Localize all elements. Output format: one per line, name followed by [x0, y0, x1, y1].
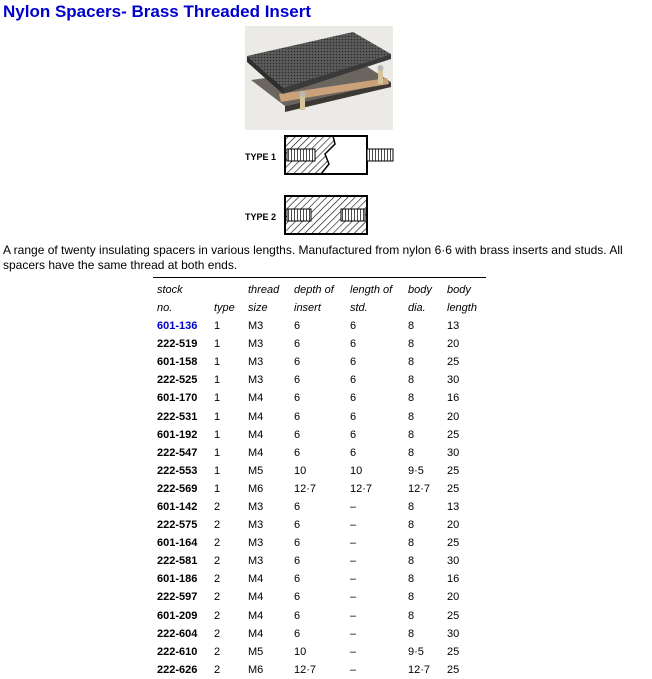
- stock-number-cell: 222-626: [157, 663, 198, 676]
- thread-cell: M3: [248, 519, 264, 532]
- page-title: Nylon Spacers- Brass Threaded Insert: [3, 2, 312, 21]
- dia-cell: 8: [408, 627, 415, 640]
- product-photo: [245, 26, 393, 130]
- header-cell: stock: [157, 284, 183, 296]
- header-cell: type: [214, 302, 235, 314]
- table-row: [153, 353, 483, 371]
- stock-number-cell: 601-142: [157, 500, 198, 513]
- length-std-cell: 6: [350, 356, 357, 369]
- dia-cell: 8: [408, 573, 415, 586]
- length-std-cell: –: [350, 645, 357, 658]
- thread-cell: M4: [248, 428, 264, 441]
- depth-cell: 6: [294, 573, 301, 586]
- dia-cell: 8: [408, 356, 415, 369]
- spacer-type-drawing: [243, 132, 399, 244]
- table-row: [153, 335, 483, 353]
- spacer-type-diagram: [243, 132, 399, 244]
- type-cell: 1: [214, 464, 221, 477]
- depth-cell: 6: [294, 338, 301, 351]
- stock-number-cell: 601-186: [157, 573, 198, 586]
- stock-number-cell: 222-610: [157, 645, 198, 658]
- body-length-cell: 25: [447, 482, 460, 495]
- dia-cell: 8: [408, 519, 415, 532]
- stock-number-cell: 601-209: [157, 609, 198, 622]
- type-cell: 2: [214, 591, 221, 604]
- depth-cell: 6: [294, 374, 301, 387]
- length-std-cell: –: [350, 663, 357, 676]
- table-top-rule: [153, 277, 486, 278]
- body-length-cell: 25: [447, 428, 460, 441]
- body-length-cell: 25: [447, 464, 460, 477]
- depth-cell: 10: [294, 464, 307, 477]
- type-cell: 2: [214, 500, 221, 513]
- length-std-cell: –: [350, 500, 357, 513]
- body-length-cell: 25: [447, 356, 460, 369]
- body-length-cell: 25: [447, 663, 460, 676]
- table-row: [153, 317, 483, 335]
- table-header-row-bottom: [153, 299, 483, 317]
- type-cell: 2: [214, 627, 221, 640]
- type-cell: 1: [214, 320, 221, 333]
- stock-number-cell: 222-575: [157, 519, 198, 532]
- depth-cell: 6: [294, 555, 301, 568]
- header-cell: thread: [248, 284, 280, 296]
- header-cell: body: [408, 284, 432, 296]
- body-length-cell: 16: [447, 392, 460, 405]
- thread-cell: M3: [248, 374, 264, 387]
- thread-cell: M4: [248, 392, 264, 405]
- thread-cell: M5: [248, 645, 264, 658]
- thread-cell: M4: [248, 591, 264, 604]
- thread-cell: M4: [248, 609, 264, 622]
- length-std-cell: –: [350, 537, 357, 550]
- thread-cell: M3: [248, 356, 264, 369]
- header-cell: size: [248, 302, 268, 314]
- stock-number-cell: 222-604: [157, 627, 198, 640]
- dia-cell: 8: [408, 446, 415, 459]
- type-cell: 1: [214, 446, 221, 459]
- body-length-cell: 30: [447, 555, 460, 568]
- table-row: [153, 407, 483, 425]
- type-cell: 2: [214, 609, 221, 622]
- dia-cell: 8: [408, 320, 415, 333]
- type-cell: 2: [214, 645, 221, 658]
- depth-cell: 6: [294, 446, 301, 459]
- table-row: [153, 534, 483, 552]
- table-row: [153, 661, 483, 679]
- header-cell: body: [447, 284, 471, 296]
- header-cell: depth of: [294, 284, 334, 296]
- header-cell: [210, 281, 244, 299]
- type-2-label: TYPE 2: [245, 212, 277, 222]
- thread-cell: M4: [248, 410, 264, 423]
- length-std-cell: –: [350, 591, 357, 604]
- length-std-cell: 6: [350, 338, 357, 351]
- length-std-cell: –: [350, 555, 357, 568]
- table-row: [153, 516, 483, 534]
- dia-cell: 9·5: [408, 464, 424, 477]
- depth-cell: 6: [294, 410, 301, 423]
- type-cell: 2: [214, 663, 221, 676]
- type-cell: 2: [214, 555, 221, 568]
- stock-number-cell: 222-547: [157, 446, 198, 459]
- type-cell: 1: [214, 428, 221, 441]
- type-cell: 1: [214, 356, 221, 369]
- dia-cell: 8: [408, 338, 415, 351]
- thread-cell: M3: [248, 320, 264, 333]
- length-std-cell: 6: [350, 374, 357, 387]
- thread-cell: M3: [248, 500, 264, 513]
- length-std-cell: 6: [350, 392, 357, 405]
- length-std-cell: 12·7: [350, 482, 373, 495]
- table-row: [153, 498, 483, 516]
- thread-cell: M4: [248, 573, 264, 586]
- dia-cell: 9·5: [408, 645, 424, 658]
- thread-cell: M5: [248, 464, 264, 477]
- type-cell: 1: [214, 374, 221, 387]
- length-std-cell: –: [350, 627, 357, 640]
- depth-cell: 12·7: [294, 663, 317, 676]
- body-length-cell: 20: [447, 591, 460, 604]
- type-cell: 1: [214, 392, 221, 405]
- type-1-label: TYPE 1: [245, 152, 277, 162]
- depth-cell: 6: [294, 519, 301, 532]
- stock-number-cell[interactable]: [153, 317, 210, 335]
- table-row: [153, 480, 483, 498]
- thread-cell: M6: [248, 482, 264, 495]
- stock-number-cell: 222-553: [157, 464, 198, 477]
- body-length-cell: 25: [447, 537, 460, 550]
- header-cell: insert: [294, 302, 321, 314]
- body-length-cell: 13: [447, 500, 460, 513]
- stock-number-link[interactable]: 601-136: [157, 320, 198, 333]
- table-row: [153, 389, 483, 407]
- header-cell: length of: [350, 284, 393, 296]
- thread-cell: M3: [248, 555, 264, 568]
- body-length-cell: 20: [447, 338, 460, 351]
- depth-cell: 6: [294, 591, 301, 604]
- depth-cell: 6: [294, 428, 301, 441]
- body-length-cell: 30: [447, 627, 460, 640]
- length-std-cell: –: [350, 519, 357, 532]
- table-row: [153, 371, 483, 389]
- circuit-board-photo-image: [245, 26, 393, 130]
- dia-cell: 8: [408, 500, 415, 513]
- type-cell: 2: [214, 519, 221, 532]
- dia-cell: 8: [408, 428, 415, 441]
- stock-number-cell: 601-170: [157, 392, 198, 405]
- length-std-cell: 6: [350, 320, 357, 333]
- stock-number-cell: 222-597: [157, 591, 198, 604]
- stock-number-cell: 601-192: [157, 428, 198, 441]
- depth-cell: 6: [294, 500, 301, 513]
- body-length-cell: 30: [447, 374, 460, 387]
- table-header-row-top: [153, 281, 483, 299]
- depth-cell: 6: [294, 356, 301, 369]
- type-cell: 1: [214, 482, 221, 495]
- depth-cell: 6: [294, 392, 301, 405]
- thread-cell: M3: [248, 537, 264, 550]
- table-row: [153, 588, 483, 606]
- table-row: [153, 625, 483, 643]
- stock-number-cell: 222-519: [157, 338, 198, 351]
- stock-number-cell: 601-158: [157, 356, 198, 369]
- depth-cell: 6: [294, 627, 301, 640]
- stock-number-cell: 222-581: [157, 555, 198, 568]
- table-row: [153, 552, 483, 570]
- header-cell: std.: [350, 302, 368, 314]
- body-length-cell: 20: [447, 519, 460, 532]
- thread-cell: M3: [248, 338, 264, 351]
- table-row: [153, 444, 483, 462]
- type-cell: 2: [214, 573, 221, 586]
- spacer-spec-table: [153, 281, 483, 679]
- depth-cell: 10: [294, 645, 307, 658]
- thread-cell: M6: [248, 663, 264, 676]
- dia-cell: 8: [408, 591, 415, 604]
- dia-cell: 8: [408, 537, 415, 550]
- spec-table-body: [153, 317, 483, 679]
- body-length-cell: 25: [447, 609, 460, 622]
- dia-cell: 8: [408, 392, 415, 405]
- body-length-cell: 16: [447, 573, 460, 586]
- dia-cell: 12·7: [408, 482, 431, 495]
- type-cell: 1: [214, 338, 221, 351]
- thread-cell: M4: [248, 627, 264, 640]
- length-std-cell: 6: [350, 428, 357, 441]
- table-row: [153, 462, 483, 480]
- dia-cell: 8: [408, 555, 415, 568]
- intro-text: A range of twenty insulating spacers in various lengths. Manufactured from nylon 6·6 with brass inserts and studs. All spacers have the same thread at both ends.: [3, 243, 623, 272]
- stock-number-cell: 222-525: [157, 374, 198, 387]
- table-row: [153, 607, 483, 625]
- dia-cell: 8: [408, 609, 415, 622]
- table-row: [153, 426, 483, 444]
- body-length-cell: 30: [447, 446, 460, 459]
- table-row: [153, 643, 483, 661]
- dia-cell: 8: [408, 410, 415, 423]
- table-row: [153, 570, 483, 588]
- header-cell: no.: [157, 302, 173, 314]
- stock-number-cell: 222-531: [157, 410, 198, 423]
- type-cell: 1: [214, 410, 221, 423]
- depth-cell: 6: [294, 537, 301, 550]
- body-length-cell: 20: [447, 410, 460, 423]
- body-length-cell: 25: [447, 645, 460, 658]
- thread-cell: M4: [248, 446, 264, 459]
- dia-cell: 8: [408, 374, 415, 387]
- length-std-cell: 6: [350, 410, 357, 423]
- length-std-cell: –: [350, 609, 357, 622]
- header-cell: dia.: [408, 302, 426, 314]
- stock-number-cell: 601-164: [157, 537, 198, 550]
- length-std-cell: 6: [350, 446, 357, 459]
- length-std-cell: –: [350, 573, 357, 586]
- header-cell: length: [447, 302, 477, 314]
- type-cell: 2: [214, 537, 221, 550]
- body-length-cell: 13: [447, 320, 460, 333]
- depth-cell: 6: [294, 320, 301, 333]
- dia-cell: 12·7: [408, 663, 431, 676]
- depth-cell: 6: [294, 609, 301, 622]
- depth-cell: 12·7: [294, 482, 317, 495]
- length-std-cell: 10: [350, 464, 363, 477]
- stock-number-cell: 222-569: [157, 482, 198, 495]
